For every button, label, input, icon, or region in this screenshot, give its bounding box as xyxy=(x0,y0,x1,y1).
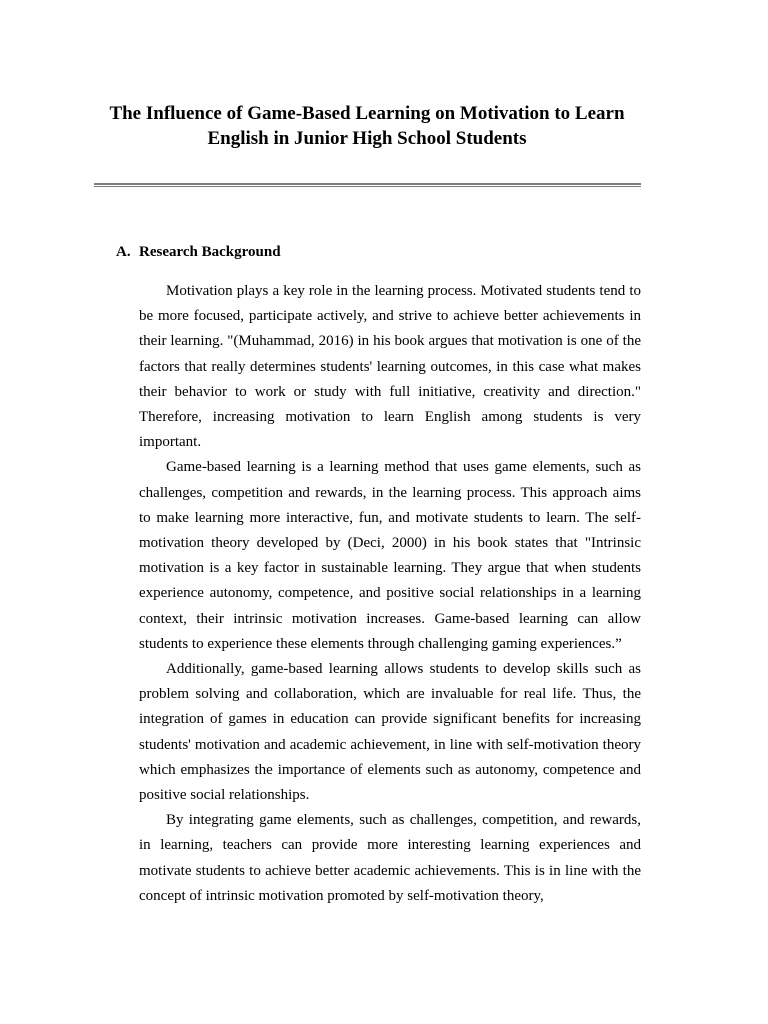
paragraph: By integrating game elements, such as challenges, competition, and rewards, in learning, teachers can provide more interesting learning experiences and motivate students to achieve better academic achievements. This is in line with the concept of intrinsic motivation promoted by self-motivation theory, xyxy=(139,812,641,904)
paragraph: Motivation plays a key role in the learning process. Motivated students tend to be more focused, participate actively, and strive to achieve better achievements in their learning. "(Muhammad, 2016) in his book argues that motivation is one of the factors that really determines students' learning outcomes, in this case what makes their behavior to work or study with full initiative, creativity and direction." Therefore, increasing motivation to learn English among students is very important. xyxy=(139,283,641,451)
section-title: Research Background xyxy=(139,244,281,260)
section-heading xyxy=(116,242,281,262)
document-title: The Influence of Game-Based Learning on Motivation to Learn English in Junior High School Students xyxy=(109,103,625,149)
title-divider xyxy=(94,183,641,187)
section-body xyxy=(139,279,641,909)
section-number: A. xyxy=(116,244,131,260)
paragraph: Game-based learning is a learning method that uses game elements, such as challenges, competition and rewards, in the learning process. This approach aims to make learning more interactive, fun, and motivate students to learn. The self-motivation theory developed by (Deci, 2000) in his book states that "Intrinsic motivation is a key factor in sustainable learning. They argue that when students experience autonomy, competence, and positive social relationships in a learning context, their intrinsic motivation increases. Game-based learning can allow students to experience these elements through challenging gaming experiences.” xyxy=(139,459,641,652)
paragraph: Additionally, game-based learning allows students to develop skills such as problem solving and collaboration, which are invaluable for real life. Thus, the integration of games in education can provide significant benefits for increasing students' motivation and academic achievement, in line with self-motivation theory which emphasizes the importance of elements such as autonomy, competence and positive social relationships. xyxy=(139,661,641,804)
